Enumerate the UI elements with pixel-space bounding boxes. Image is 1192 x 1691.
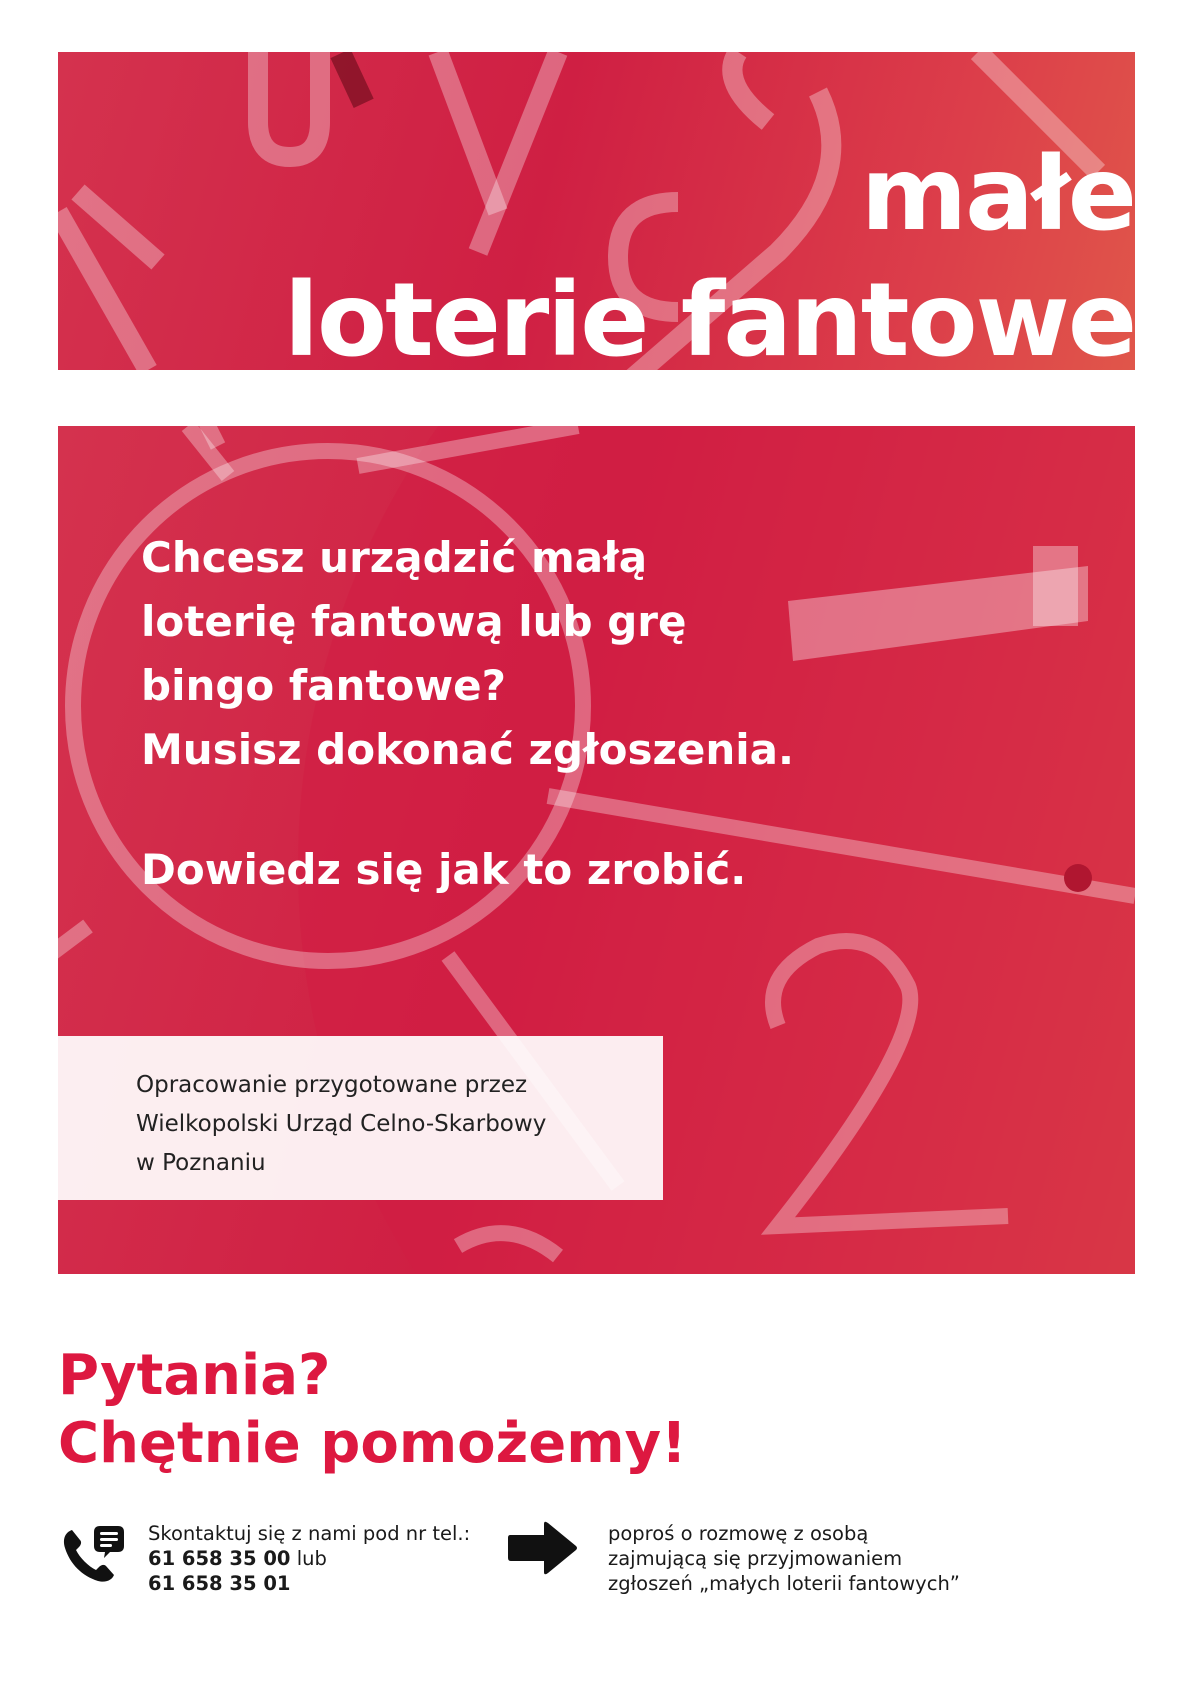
lead-line: Chcesz urządzić małą [141, 533, 648, 582]
contact-request-info [608, 1521, 960, 1596]
credit-line: Wielkopolski Urząd Celno-Skarbowy [136, 1111, 547, 1137]
contact-connector: lub [296, 1547, 327, 1570]
request-line: zgłoszeń „małych loterii fantowych” [608, 1572, 960, 1595]
credit-line: Opracowanie przygotowane przez [136, 1072, 528, 1098]
credit-box [58, 1036, 663, 1200]
contact-phone-line [148, 1571, 470, 1596]
contact-phone-info [148, 1521, 470, 1596]
page-title-line-1: małe [860, 135, 1135, 254]
request-line: zajmującą się przyjmowaniem [608, 1547, 903, 1570]
request-line: poproś o rozmowę z osobą [608, 1522, 869, 1545]
lead-line: Musisz dokonać zgłoszenia. [141, 725, 794, 774]
lead-text [141, 526, 794, 902]
questions-line-2: Chętnie pomożemy! [58, 1411, 687, 1476]
questions-heading [58, 1342, 687, 1478]
main-panel [58, 426, 1135, 1274]
page-title-line-2: loterie fantowe [284, 261, 1135, 370]
credit-text [136, 1066, 546, 1183]
header-panel [58, 52, 1135, 370]
lead-call-to-action: Dowiedz się jak to zrobić. [141, 845, 747, 894]
phone-number-2[interactable]: 61 658 35 01 [148, 1572, 291, 1595]
lead-line: loterię fantową lub grę [141, 597, 687, 646]
contact-intro: Skontaktuj się z nami pod nr tel.: [148, 1522, 471, 1545]
phone-icon [60, 1520, 126, 1588]
lead-line: bingo fantowe? [141, 661, 506, 710]
spacer [141, 782, 794, 838]
arrow-right-icon [506, 1519, 580, 1581]
credit-line: w Poznaniu [136, 1150, 266, 1176]
questions-line-1: Pytania? [58, 1343, 331, 1408]
contact-phone-line [148, 1546, 470, 1571]
phone-number-1[interactable]: 61 658 35 00 [148, 1547, 291, 1570]
